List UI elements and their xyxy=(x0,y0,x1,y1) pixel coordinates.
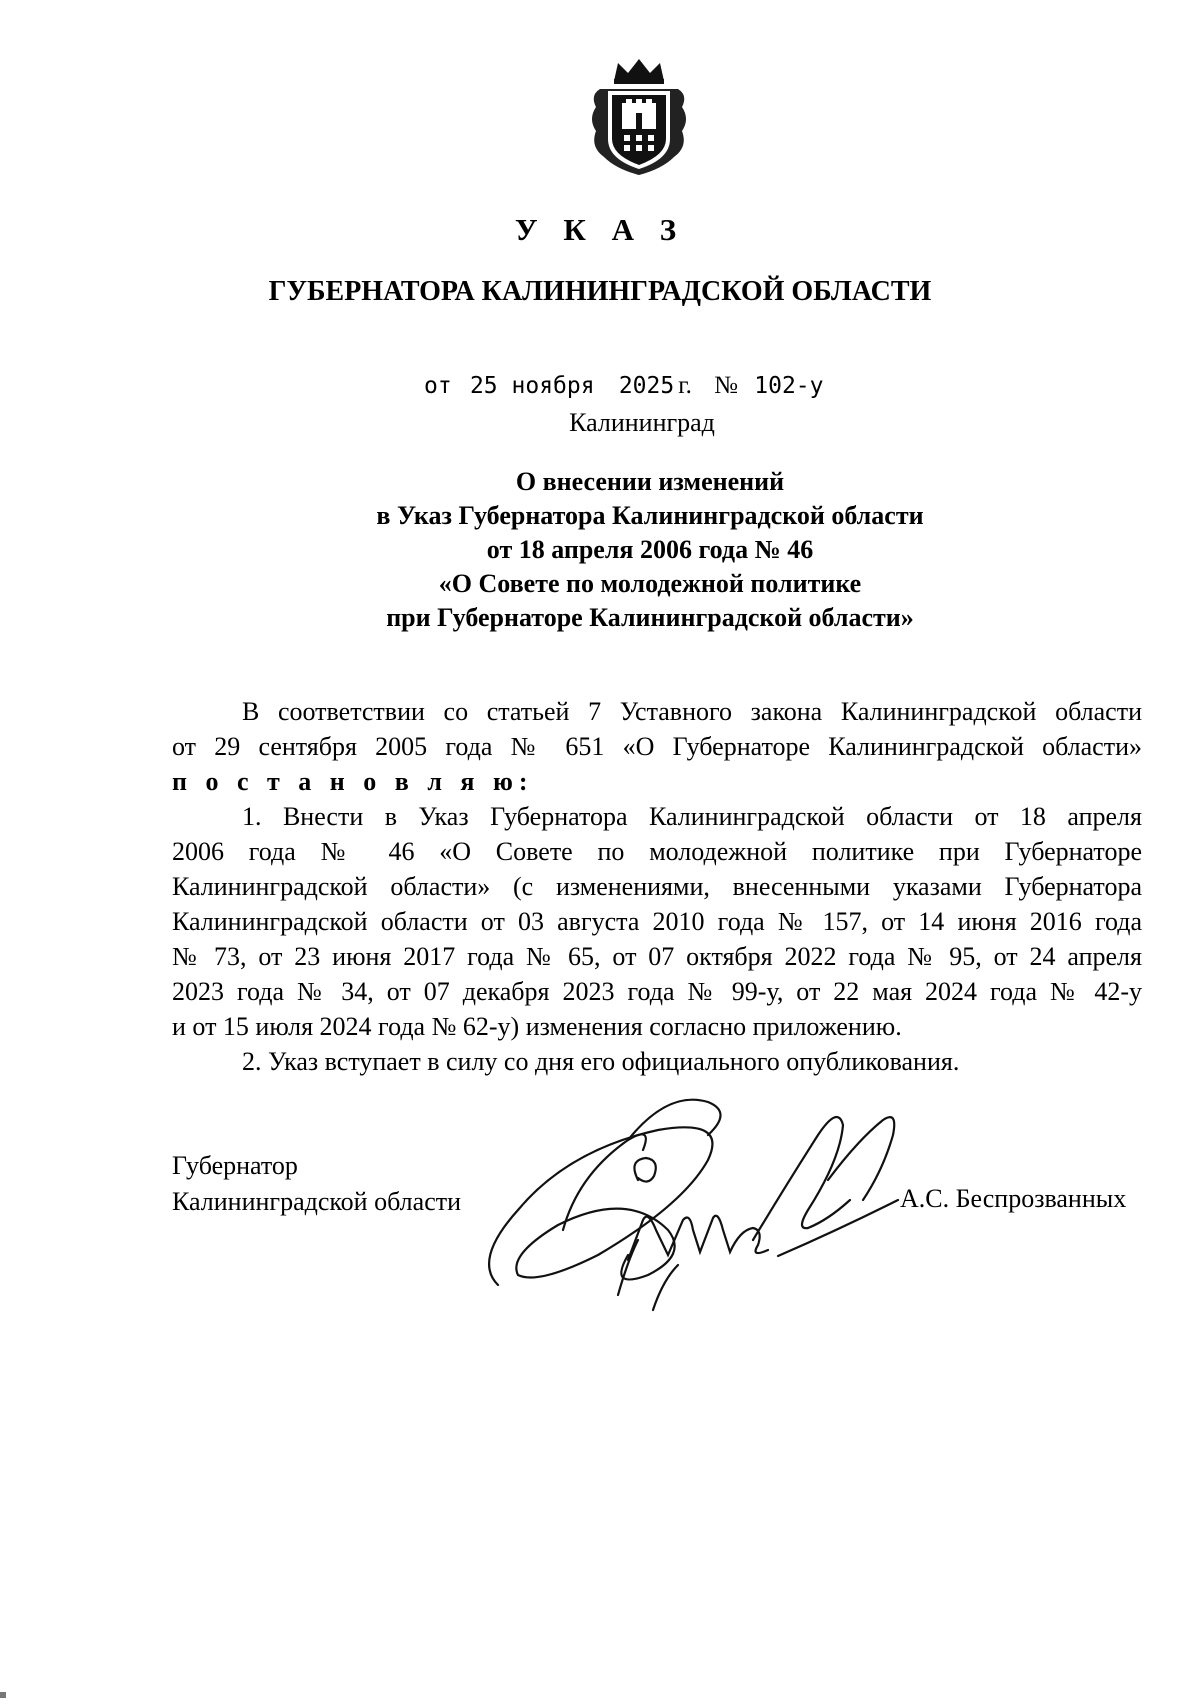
item1-line: 2023 года № 34, от 07 декабря 2023 года № 99-у, от 22 мая 2024 года № 42-у xyxy=(172,977,1142,1006)
item1-line: № 73, от 23 июня 2017 года № 65, от 07 октября 2022 года № 95, от 24 апреля xyxy=(172,942,1142,971)
preamble-line: В соответствии со статьей 7 Уставного закона Калининградской области xyxy=(242,697,1142,726)
decree-body xyxy=(172,694,1142,1079)
year-suffix: г. xyxy=(678,372,692,399)
item1-line: и от 15 июля 2024 года № 62-у) изменения согласно приложению. xyxy=(172,1012,902,1041)
subject-line: при Губернаторе Калининградской области» xyxy=(386,603,914,632)
position-line: Калининградской области xyxy=(172,1187,462,1216)
issue-city: Калининград xyxy=(569,408,715,437)
date-prefix: от xyxy=(424,373,452,399)
decree-number: 102-у xyxy=(754,373,824,399)
decree-date: 25 ноября xyxy=(469,373,595,399)
coat-of-arms-emblem xyxy=(586,55,692,179)
decree-year: 2025 xyxy=(618,373,675,399)
item1-line: 2006 года № 46 «О Совете по молодежной политике при Губернаторе xyxy=(172,837,1142,866)
scan-artifact xyxy=(0,1692,6,1698)
date-and-number-line xyxy=(424,372,824,400)
signer-position xyxy=(172,1148,461,1220)
subject-line: от 18 апреля 2006 года № 46 xyxy=(486,535,814,564)
position-line: Губернатор xyxy=(172,1151,298,1180)
signer-name: А.С. Беспрозванных xyxy=(900,1184,1127,1213)
resolve-word: п о с т а н о в л я ю: xyxy=(172,767,534,796)
decree-subject xyxy=(330,465,970,635)
item1-line: 1. Внести в Указ Губернатора Калининградской области от 18 апреля xyxy=(242,802,1142,831)
subject-line: «О Совете по молодежной политике xyxy=(438,569,862,598)
handwritten-signature xyxy=(478,1080,938,1330)
item2-line: 2. Указ вступает в силу со дня его официального опубликования. xyxy=(242,1047,960,1076)
document-type-title: У К А З xyxy=(514,212,686,247)
item1-line: Калининградской области от 03 августа 2010 года № 157, от 14 июня 2016 года xyxy=(172,907,1142,936)
number-sign: № xyxy=(714,372,739,399)
preamble-line: от 29 сентября 2005 года № 651 «О Губернаторе Калининградской области» xyxy=(172,732,1142,761)
subject-line: в Указ Губернатора Калининградской области xyxy=(376,501,924,530)
subject-line: О внесении изменений xyxy=(515,467,785,496)
issuing-authority: ГУБЕРНАТОРА КАЛИНИНГРАДСКОЙ ОБЛАСТИ xyxy=(268,276,932,307)
item1-line: Калининградской области» (с изменениями, внесенными указами Губернатора xyxy=(172,872,1142,901)
